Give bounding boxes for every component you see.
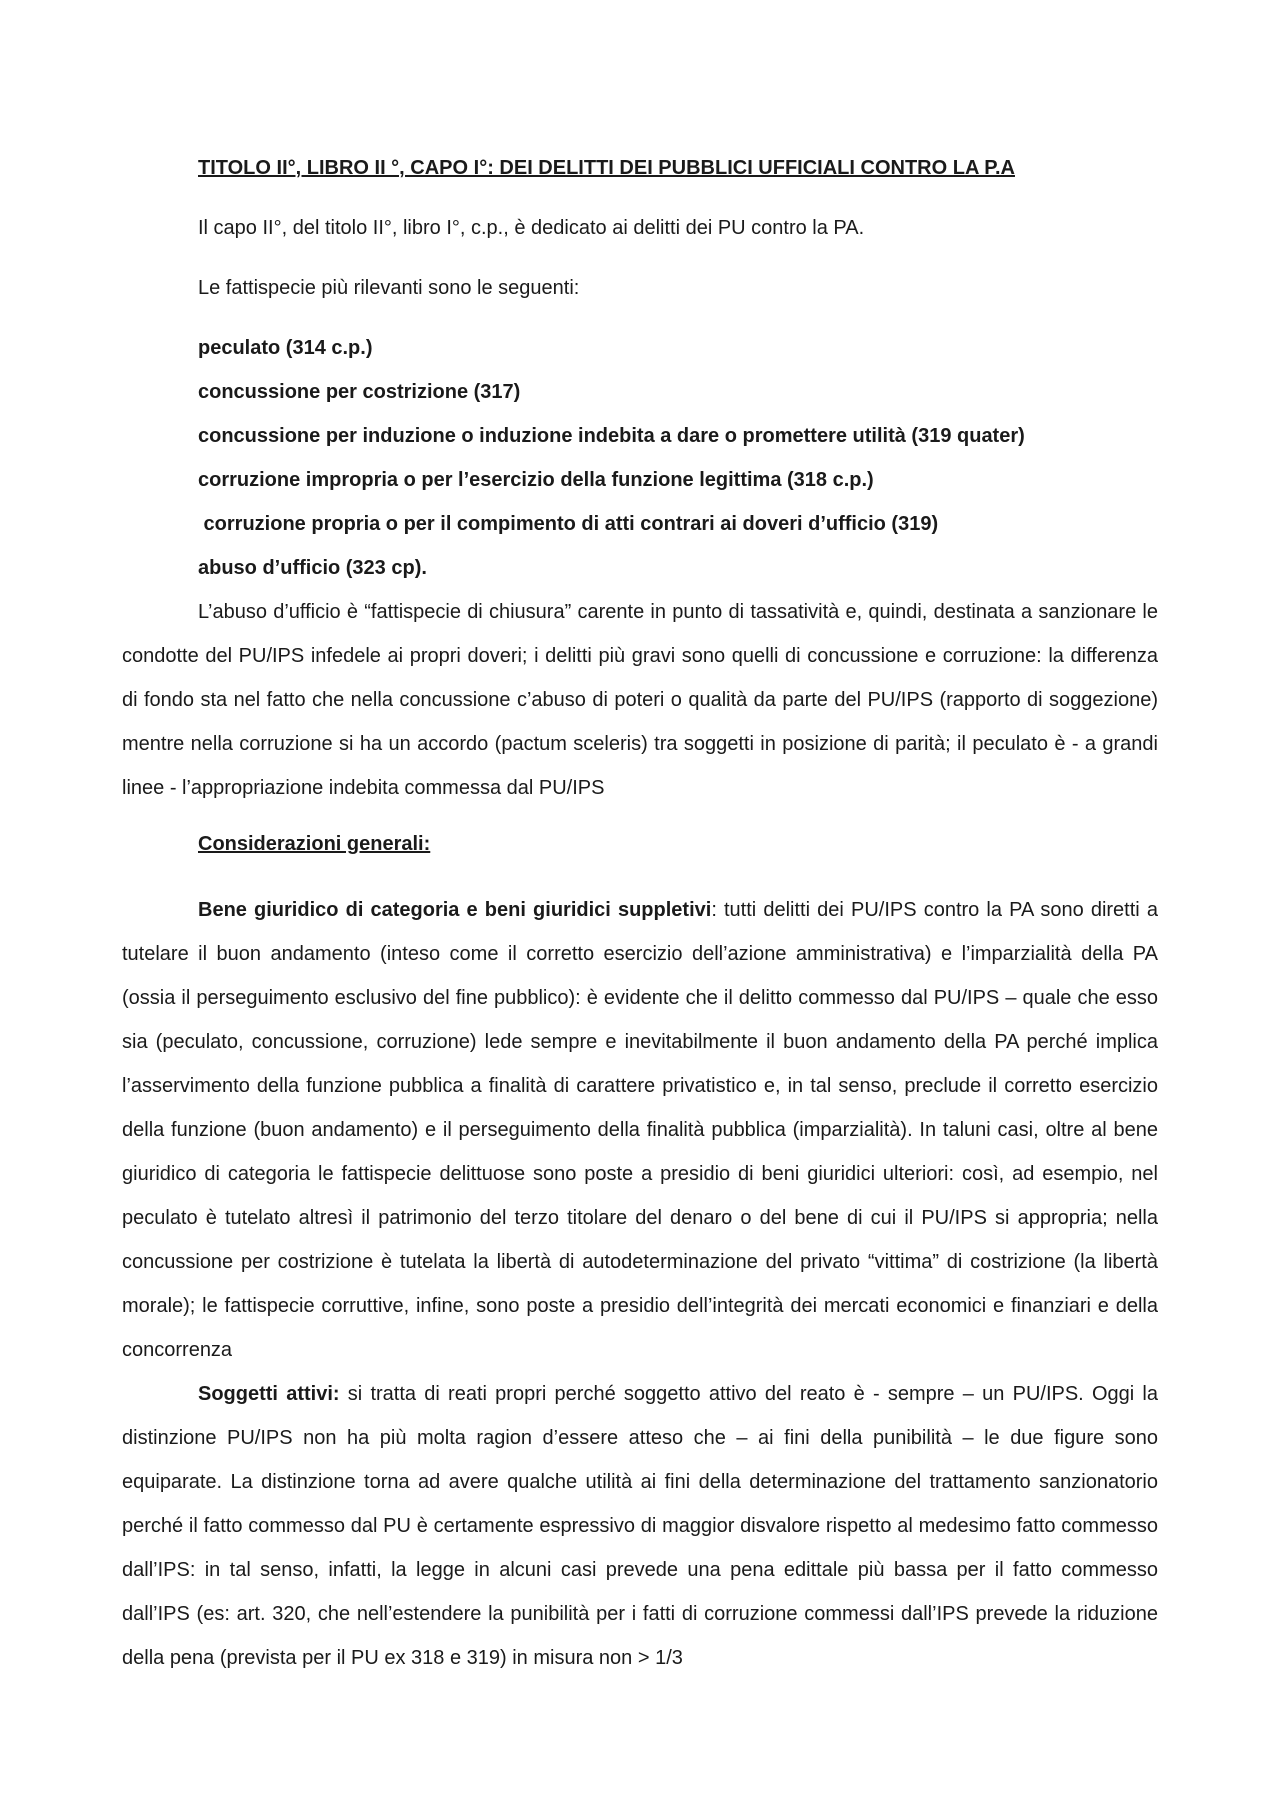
intro-line: Il capo II°, del titolo II°, libro I°, c.p., è dedicato ai delitti dei PU contro la PA. — [198, 217, 865, 239]
soggetti-text: si tratta di reati propri perché soggetto attivo del reato è - sempre – un PU/IPS. Oggi la distinzione PU/IPS non ha più molta ragion d’essere atteso che – ai fini della punibilità – le due figure sono equiparate. La distinzione torna ad avere qualche utilità ai fini della determinazione del trattamento sanzionatorio perché il fatto commesso dal PU è certamente espressivo di maggior disvalore rispetto al medesimo fatto commesso dall’IPS: in tal senso, infatti, la legge in alcuni casi prevede una pena edittale più bassa per il fatto commesso dall’IPS (es: art. 320, che nell’estendere la punibilità per i fatti di corruzione commessi dall’IPS prevede la riduzione della pena (prevista per il PU ex 318 e 319) in misura non > 1/3 — [122, 1383, 1159, 1669]
list-intro: Le fattispecie più rilevanti sono le seguenti: — [198, 277, 580, 299]
crime-item: concussione per induzione o induzione indebita a dare o promettere utilità (319 quater) — [198, 425, 1025, 447]
document-title: TITOLO II°, LIBRO II °, CAPO I°: DEI DELITTI DEI PUBBLICI UFFICIALI CONTRO LA P.A — [198, 157, 1015, 179]
crime-item: abuso d’ufficio (323 cp). — [198, 557, 427, 579]
bene-text: : tutti delitti dei PU/IPS contro la PA sono diretti a tutelare il buon andamento (inteso come il corretto esercizio dell’azione amministrativa) e l’imparzialità della PA (ossia il perseguimento esclusivo del fine pubblico): è evidente che il delitto commesso dal PU/IPS – quale che esso sia (peculato, concussione, corruzione) lede sempre e inevitabilmente il buon andamento della PA perché implica l’asservimento della funzione pubblica a finalità di carattere privatistico e, in tal senso, preclude il corretto esercizio della funzione (buon andamento) e il perseguimento della finalità pubblica (imparzialità). In taluni casi, oltre al bene giuridico di categoria le fattispecie delittuose sono poste a presidio di beni giuridici ulteriori: così, ad esempio, nel peculato è tutelato altresì il patrimonio del terzo titolare del denaro o del bene di cui il PU/IPS si appropria; nella concussione per costrizione è tutelata la libertà di autodeterminazione del privato “vittima” di costrizione (la libertà morale); le fattispecie corruttive, infine, sono poste a presidio dell’integrità dei mercati economici e finanziari e della concorrenza — [122, 899, 1158, 1361]
soggetti-paragraph — [122, 1372, 1158, 1680]
bene-paragraph — [122, 888, 1158, 1372]
abuse-paragraph: L’abuso d’ufficio è “fattispecie di chiusura” carente in punto di tassatività e, quindi, destinata a sanzionare le condotte del PU/IPS infedele ai propri doveri; i delitti più gravi sono quelli di concussione e corruzione: la differenza di fondo sta nel fatto che nella concussione c’abuso di poteri o qualità da parte del PU/IPS (rapporto di soggezione) mentre nella corruzione si ha un accordo (pactum sceleris) tra soggetti in posizione di parità; il peculato è - a grandi linee - l’appropriazione indebita commessa dal PU/IPS — [122, 601, 1158, 799]
crime-item: corruzione propria o per il compimento di atti contrari ai doveri d’ufficio (319) — [198, 513, 939, 535]
soggetti-label: Soggetti attivi: — [198, 1383, 340, 1405]
crime-item: corruzione impropria o per l’esercizio della funzione legittima (318 c.p.) — [198, 469, 874, 491]
bene-label: Bene giuridico di categoria e beni giuridici suppletivi — [198, 899, 712, 921]
crime-item: concussione per costrizione (317) — [198, 381, 521, 403]
section-heading: Considerazioni generali: — [198, 833, 431, 855]
crime-item: peculato (314 c.p.) — [198, 337, 373, 359]
